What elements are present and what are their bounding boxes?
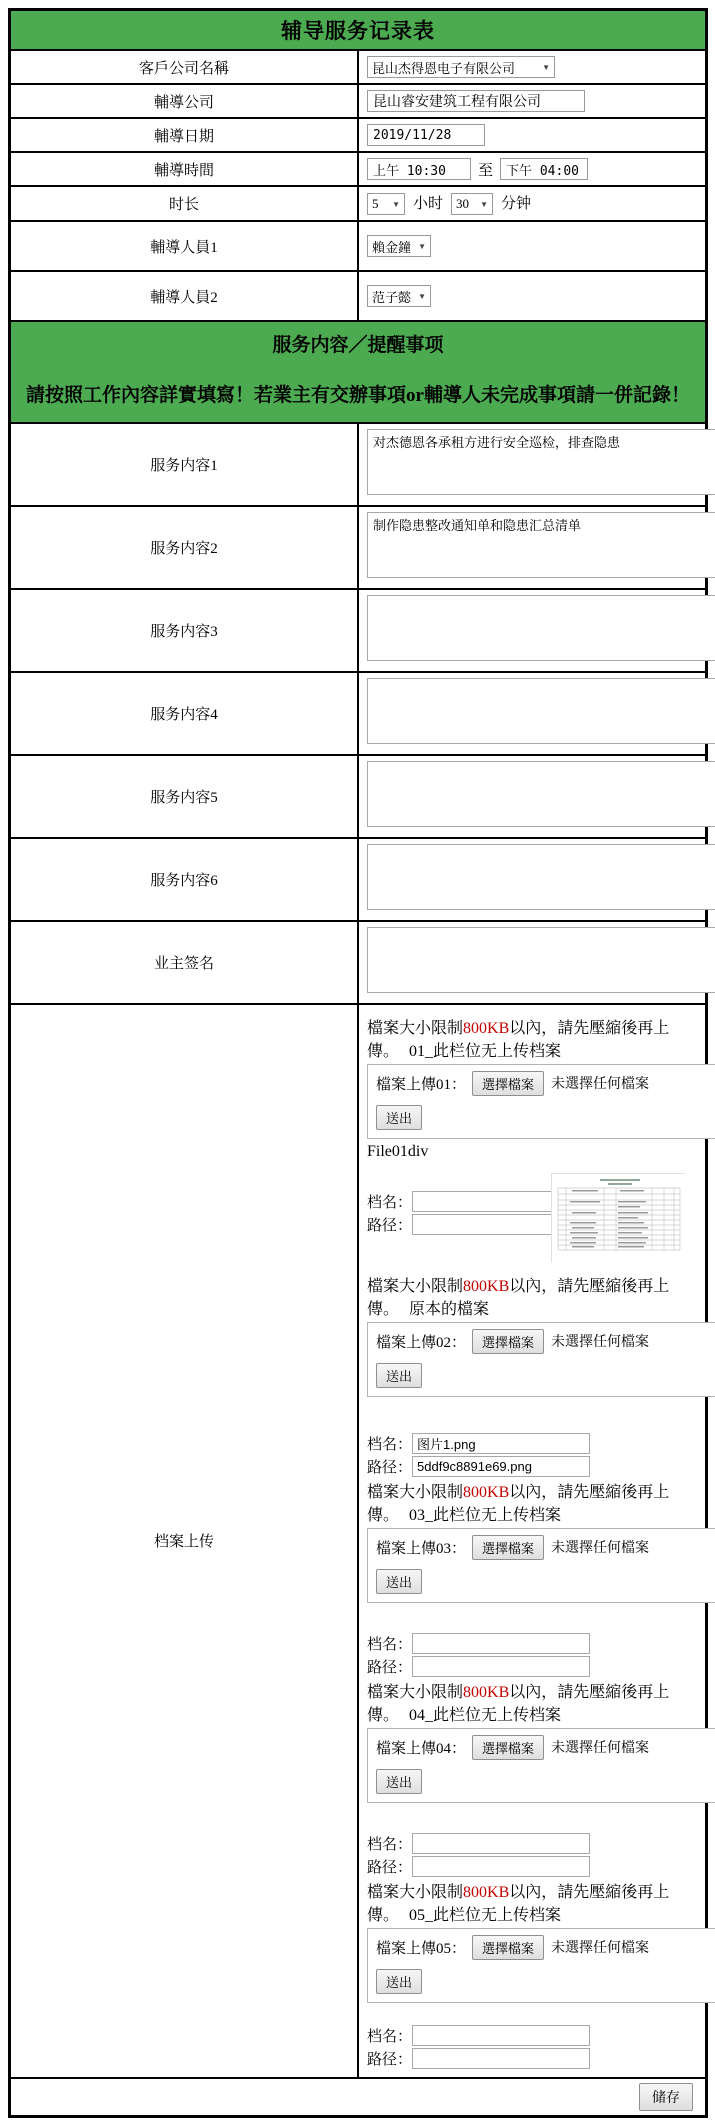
service-content-6-textarea[interactable] <box>367 844 715 910</box>
limit-suffix: 以內，請先壓縮後再上傳。 <box>367 1883 670 1924</box>
duration-minutes-value: 30 <box>456 196 470 212</box>
limit-prefix: 檔案大小限制 <box>367 1019 464 1037</box>
coach-time-end-input[interactable] <box>500 158 588 180</box>
coach-time-start-input[interactable] <box>367 158 471 180</box>
upload-05-label: 檔案上傳05： <box>376 1940 467 1957</box>
form-footer <box>10 2078 707 2117</box>
upload-02-label: 檔案上傳02： <box>376 1334 467 1351</box>
submit-upload-button-02[interactable]: 送出 <box>376 1363 422 1388</box>
submit-upload-button-05[interactable]: 送出 <box>376 1969 422 1994</box>
service-section-title: 服务内容／提醒事项 <box>272 335 444 357</box>
upload-04-label: 檔案上傳04： <box>376 1740 467 1757</box>
filename-input-03[interactable] <box>412 1633 590 1654</box>
limit-suffix: 以內，請先壓縮後再上傳。 <box>367 1683 670 1724</box>
limit-size-red: 800KB <box>463 1683 510 1701</box>
time-separator: 至 <box>478 162 494 179</box>
uploaded-file-thumbnail <box>551 1173 685 1263</box>
upload-box-05 <box>367 1928 715 2003</box>
limit-prefix: 檔案大小限制 <box>367 1277 464 1295</box>
staff1-select[interactable] <box>367 235 431 257</box>
spacer <box>367 1401 699 1431</box>
upload-limit-note-4 <box>367 1679 699 1725</box>
upload-limit-note-3 <box>367 1479 699 1525</box>
upload-status-1: 01_此栏位无上传档案 <box>409 1042 562 1060</box>
filename-label-05: 档名： <box>367 2028 413 2045</box>
no-file-chosen-text-02: 未選擇任何檔案 <box>551 1335 650 1351</box>
duration-hours-value: 5 <box>372 196 379 212</box>
service-content-3-label: 服务内容3 <box>10 589 359 672</box>
customer-company-selected-value: 昆山杰得恩电子有限公司 <box>372 60 516 76</box>
service-content-3-textarea[interactable] <box>367 595 715 661</box>
original-file-link[interactable]: 原本的檔案 <box>409 1300 490 1318</box>
limit-suffix: 以內，請先壓縮後再上傳。 <box>367 1019 670 1060</box>
coach-company-label: 輔導公司 <box>10 84 359 118</box>
coach-date-input[interactable] <box>367 124 485 146</box>
choose-file-button-01[interactable]: 選擇檔案 <box>472 1071 544 1096</box>
minutes-unit-label: 分钟 <box>501 196 532 212</box>
spacer <box>367 1807 699 1831</box>
upload-box-04 <box>367 1728 715 1803</box>
service-content-5-label: 服务内容5 <box>10 755 359 838</box>
path-input-05[interactable] <box>412 2048 590 2069</box>
path-input-04[interactable] <box>412 1856 590 1877</box>
limit-size-red: 800KB <box>463 1883 510 1901</box>
upload-status-5: 05_此栏位无上传档案 <box>409 1906 562 1924</box>
coach-date-label: 輔導日期 <box>10 118 359 152</box>
filename-label-02: 档名： <box>367 1436 413 1453</box>
path-label-05: 路径： <box>367 2051 413 2068</box>
owner-signature-label: 业主签名 <box>10 921 359 1004</box>
service-section-instruction: 請按照工作內容詳實填寫！若業主有交辦事項or輔導人未完成事項請一併記錄！ <box>26 385 690 407</box>
staff2-label: 輔導人員2 <box>10 271 359 321</box>
no-file-chosen-text-04: 未選擇任何檔案 <box>551 1741 650 1757</box>
limit-size-red: 800KB <box>463 1019 510 1037</box>
form-title-bar <box>10 10 707 51</box>
customer-company-select[interactable] <box>367 56 555 78</box>
chevron-down-icon: ▼ <box>480 199 489 209</box>
upload-03-label: 檔案上傳03： <box>376 1540 467 1557</box>
file-upload-section <box>358 1004 707 2078</box>
staff2-selected-value: 范子懿 <box>372 289 412 305</box>
upload-01-label: 檔案上傳01： <box>376 1076 467 1093</box>
coaching-record-form <box>8 8 708 2118</box>
upload-limit-note-2 <box>367 1273 699 1319</box>
coach-company-input[interactable] <box>367 90 585 112</box>
submit-upload-button-04[interactable]: 送出 <box>376 1769 422 1794</box>
staff1-selected-value: 賴金鐘 <box>372 239 412 255</box>
staff1-label: 輔導人員1 <box>10 221 359 271</box>
service-section-header <box>10 321 707 423</box>
path-label-03: 路径： <box>367 1659 413 1676</box>
chevron-down-icon: ▼ <box>418 241 426 251</box>
service-content-4-textarea[interactable] <box>367 678 715 744</box>
choose-file-button-04[interactable]: 選擇檔案 <box>472 1735 544 1760</box>
upload-status-4: 04_此栏位无上传档案 <box>409 1706 562 1724</box>
upload-box-01 <box>367 1064 715 1139</box>
chevron-down-icon: ▼ <box>418 291 426 301</box>
upload-limit-note-5 <box>367 1879 699 1925</box>
choose-file-button-02[interactable]: 選擇檔案 <box>472 1329 544 1354</box>
choose-file-button-03[interactable]: 選擇檔案 <box>472 1535 544 1560</box>
service-content-1-textarea[interactable] <box>367 429 715 495</box>
customer-company-label: 客戶公司名稱 <box>10 50 359 84</box>
no-file-chosen-text-01: 未選擇任何檔案 <box>551 1077 650 1093</box>
service-content-5-textarea[interactable] <box>367 761 715 827</box>
upload-box-03 <box>367 1528 715 1603</box>
duration-minutes-select[interactable] <box>451 193 493 215</box>
duration-label: 时长 <box>10 186 359 221</box>
path-input-02[interactable] <box>412 1456 590 1477</box>
limit-prefix: 檔案大小限制 <box>367 1883 464 1901</box>
no-file-chosen-text-03: 未選擇任何檔案 <box>551 1541 650 1557</box>
file01div-text: File01div <box>367 1142 429 1160</box>
path-label-04: 路径： <box>367 1859 413 1876</box>
owner-signature-textarea[interactable] <box>367 927 715 993</box>
path-label-02: 路径： <box>367 1459 413 1476</box>
filename-input-05[interactable] <box>412 2025 590 2046</box>
spacer <box>367 2007 699 2023</box>
limit-prefix: 檔案大小限制 <box>367 1683 464 1701</box>
service-content-2-label: 服务内容2 <box>10 506 359 589</box>
filename-label-03: 档名： <box>367 1636 413 1653</box>
upload-box-02 <box>367 1322 715 1397</box>
service-content-6-label: 服务内容6 <box>10 838 359 921</box>
limit-size-red: 800KB <box>463 1483 510 1501</box>
coach-time-label: 輔導時間 <box>10 152 359 186</box>
upload-limit-note-1 <box>367 1015 699 1061</box>
staff2-select[interactable] <box>367 285 431 307</box>
no-file-chosen-text-05: 未選擇任何檔案 <box>551 1941 650 1957</box>
service-content-2-textarea[interactable] <box>367 512 715 578</box>
file-upload-section-label: 档案上传 <box>10 1004 359 2078</box>
filename-input-04[interactable] <box>412 1833 590 1854</box>
limit-size-red: 800KB <box>463 1277 510 1295</box>
filename-label-04: 档名： <box>367 1836 413 1853</box>
path-input-03[interactable] <box>412 1656 590 1677</box>
limit-suffix: 以內，請先壓縮後再上傳。 <box>367 1483 670 1524</box>
limit-prefix: 檔案大小限制 <box>367 1483 464 1501</box>
filename-label-01: 档名： <box>367 1194 413 1211</box>
chevron-down-icon: ▼ <box>542 62 550 72</box>
filename-input-02[interactable] <box>412 1433 590 1454</box>
duration-hours-select[interactable] <box>367 193 405 215</box>
submit-upload-button-01[interactable]: 送出 <box>376 1105 422 1130</box>
upload-status-3: 03_此栏位无上传档案 <box>409 1506 562 1524</box>
service-content-1-label: 服务内容1 <box>10 423 359 506</box>
save-button[interactable]: 储存 <box>639 2083 693 2111</box>
limit-suffix: 以內，請先壓縮後再上傳。 <box>367 1277 670 1318</box>
chevron-down-icon: ▼ <box>392 199 400 209</box>
page-title: 辅导服务记录表 <box>281 19 435 43</box>
spacer <box>367 1607 699 1631</box>
service-content-4-label: 服务内容4 <box>10 672 359 755</box>
choose-file-button-05[interactable]: 選擇檔案 <box>472 1935 544 1960</box>
path-label-01: 路径： <box>367 1217 413 1234</box>
hours-unit-label: 小时 <box>413 196 444 212</box>
submit-upload-button-03[interactable]: 送出 <box>376 1569 422 1594</box>
